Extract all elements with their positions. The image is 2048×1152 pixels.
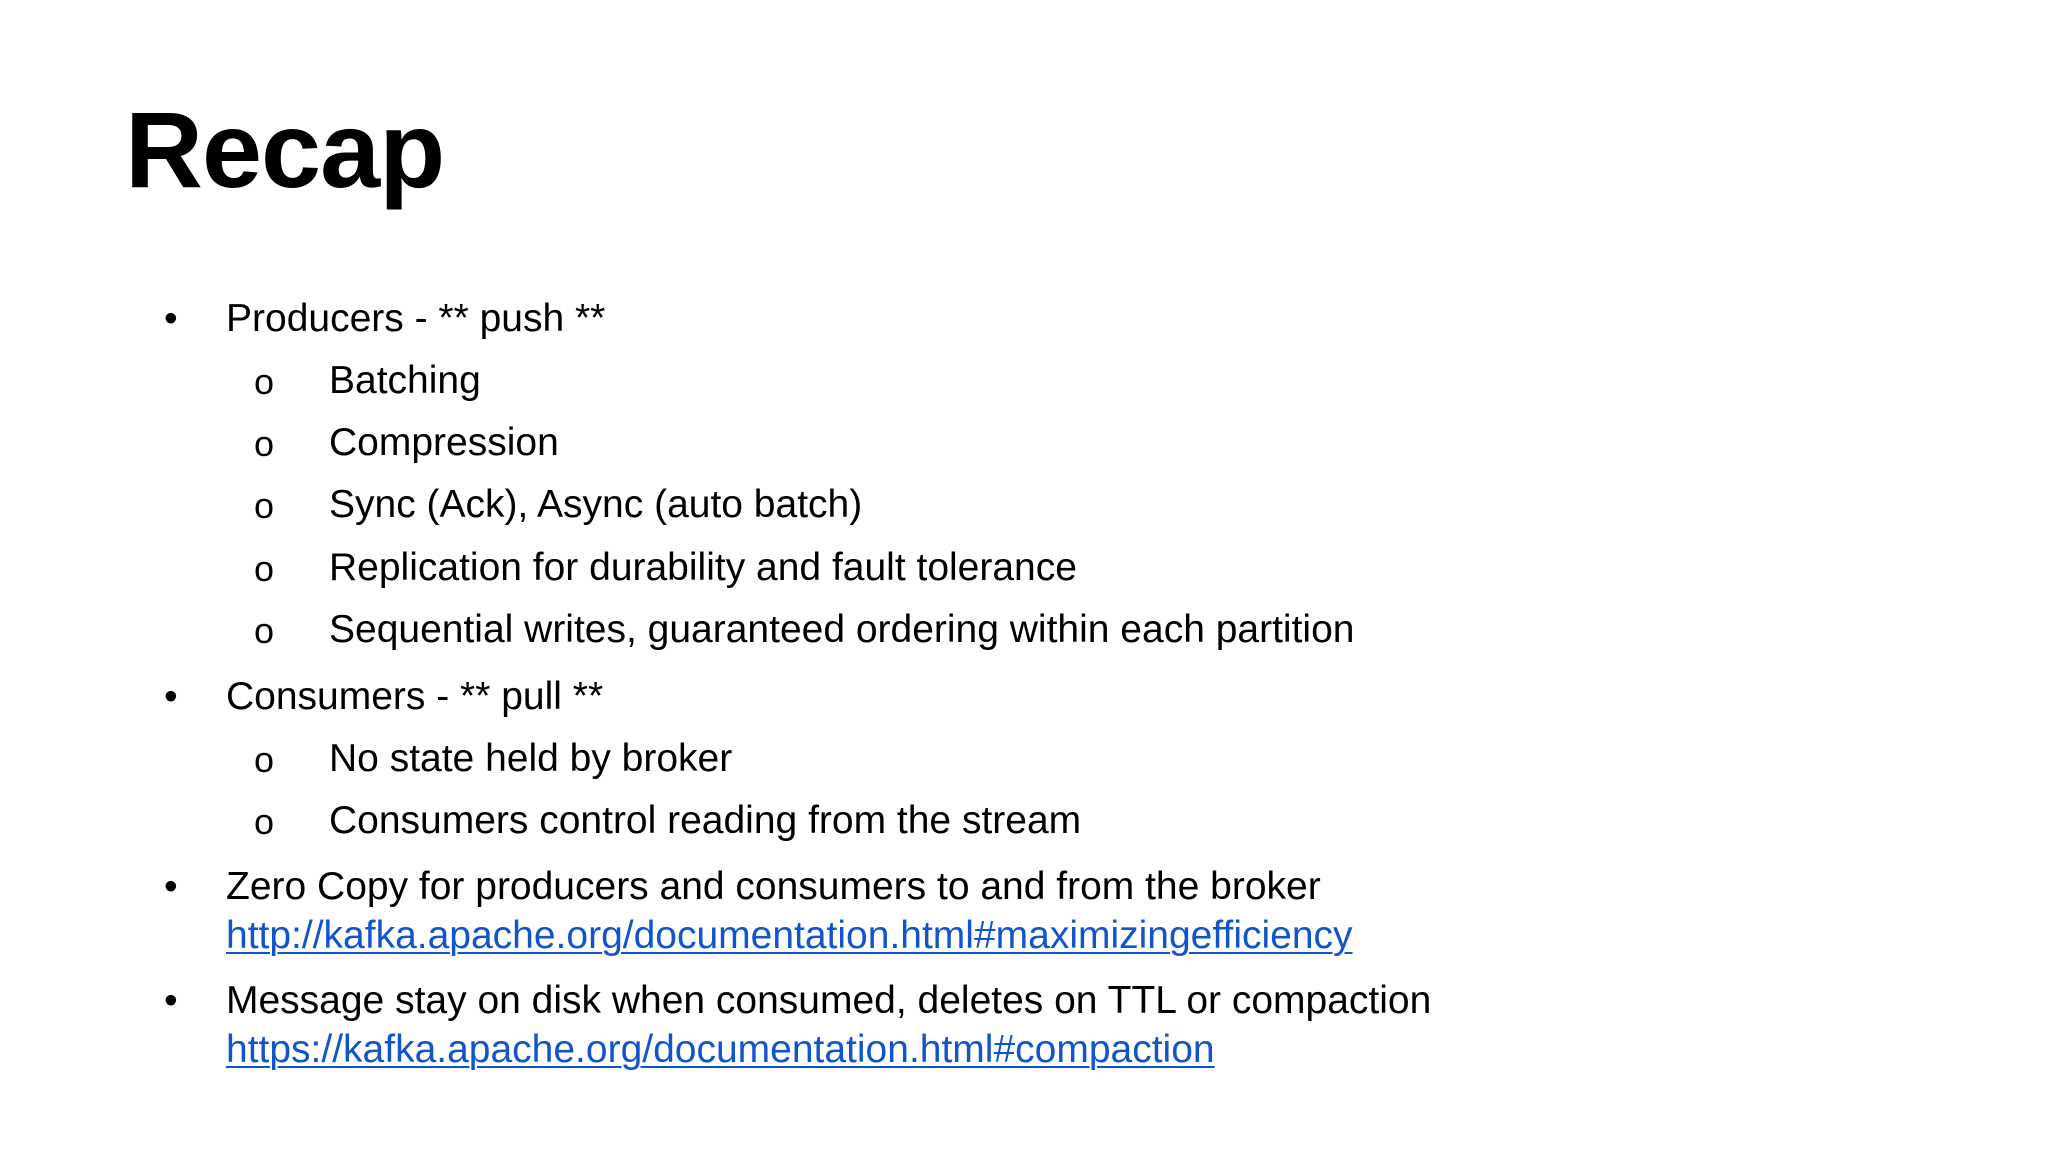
sub-bullet-circle-icon: o <box>254 423 275 464</box>
sub-bullet-text: Batching <box>329 359 481 402</box>
bullet-message-stay-text: Message stay on disk when consumed, deletes on TTL or compaction <box>226 979 1432 1022</box>
zero-copy-link[interactable]: http://kafka.apache.org/documentation.html#maximizingefficiency <box>226 914 1353 957</box>
sub-bullet-text: No state held by broker <box>329 737 733 780</box>
bullet-dot-icon: • <box>164 675 178 718</box>
sub-bullet-circle-icon: o <box>254 361 275 402</box>
sub-bullet-circle-icon: o <box>254 610 275 651</box>
bullet-zero-copy-text-block <box>226 867 1353 955</box>
sub-bullet-circle-icon: o <box>254 485 275 526</box>
slide-title: Recap <box>125 89 445 210</box>
compaction-link[interactable]: https://kafka.apache.org/documentation.html#compaction <box>226 1028 1215 1071</box>
sub-bullet-text: Replication for durability and fault tolerance <box>329 546 1077 589</box>
sub-bullet-circle-icon: o <box>254 739 275 780</box>
bullet-dot-icon: • <box>164 979 178 1022</box>
bullet-message-stay-text-block <box>226 981 1431 1069</box>
sub-bullet-circle-icon: o <box>254 801 275 842</box>
bullet-dot-icon: • <box>164 865 178 908</box>
bullet-zero-copy-text: Zero Copy for producers and consumers to and from the broker <box>226 865 1321 908</box>
bullet-consumers-text: Consumers - ** pull ** <box>226 675 604 718</box>
bullet-producers-text: Producers - ** push ** <box>226 297 606 340</box>
sub-bullet-text: Consumers control reading from the stream <box>329 799 1082 842</box>
sub-bullet-text: Compression <box>329 421 559 464</box>
sub-bullet-text: Sequential writes, guaranteed ordering within each partition <box>329 608 1355 651</box>
sub-bullet-circle-icon: o <box>254 548 275 589</box>
sub-bullet-text: Sync (Ack), Async (auto batch) <box>329 483 863 526</box>
bullet-dot-icon: • <box>164 297 178 340</box>
